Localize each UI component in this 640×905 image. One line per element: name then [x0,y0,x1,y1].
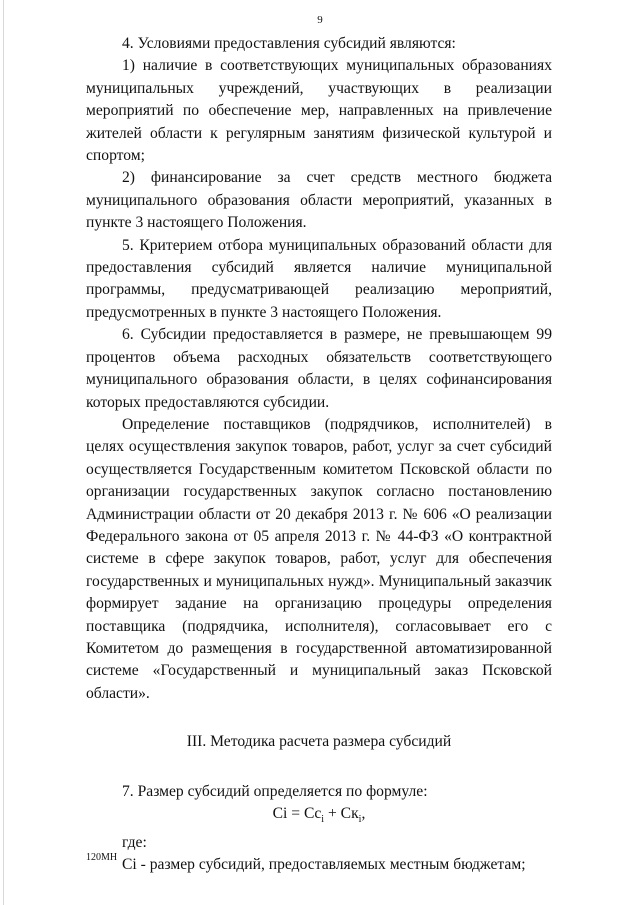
scan-edge-line [3,0,4,905]
paragraph-where: где: [122,833,147,851]
formula-lhs: Ci = Cc [272,805,322,822]
paragraph-condition-1: 1) наличие в соответствующих муниципальных образованиях муниципальных учреждений, участвующих в реализации мероприятий по обеспечение мер, направленных на привлечение жителей области к регулярным занятиям физической культурой и спортом; [86,57,552,165]
paragraph-definition: Ci - размер субсидий, предоставляемых местным бюджетам; [122,855,526,873]
paragraph-item-7: 7. Размер субсидий определяется по формуле: [122,782,428,800]
paragraph-suppliers: Определение поставщиков (подрядчиков, исполнителей) в целях осуществления закупок товаров, работ, услуг за счет субсидий осуществляется Государственным комитетом Псковской области по организации государственных закупок согласно постановлению Администрации области от 20 декабря 2013 г. № 606 «О реализации Федерального закона от 05 апреля 2013 г. № 44-ФЗ «О контрактной системе в сфере закупок товаров, работ, услуг для обеспечения государственных и муниципальных нужд». Муниципальный заказчик формирует задание на организацию процедуры определения поставщика (подрядчика, исполнителя), согласовывает его с Комитетом до размещения в государственной автоматизированной системе «Государственный и муниципальный заказ Псковской области». [86,415,552,702]
paragraph-conditions: 4. Условиями предоставления субсидий являются: [122,35,456,52]
paragraph-subsidy-size: 6. Субсидии предоставляется в размере, не превышающем 99 процентов объема расходных обязательств соответствующего муниципального образования области, в целях софинансирования которых предоставляются субсидии. [86,326,552,411]
formula [86,803,552,832]
section-title: III. Методика расчета размера субсидий [186,733,452,751]
formula-mid: + Cк [324,805,359,822]
footer-code: 120МН [86,852,118,863]
paragraph-condition-2: 2) финансирование за счет средств местного бюджета муниципального образования области мероприятий, указанных в пункте 3 настоящего Положения. [86,169,552,232]
formula-end: , [361,805,366,822]
formula-sub-2: i [358,814,362,826]
document-body [86,33,552,876]
page-number: 9 [317,14,323,26]
paragraph-criterion: 5. Критерием отбора муниципальных образований области для предоставления субсидий является наличие муниципальной программы, предусматривающей реализацию мероприятий, предусмотренных в пункте 3 настоящего Положения. [86,236,552,321]
formula-sub-1: i [321,814,325,826]
